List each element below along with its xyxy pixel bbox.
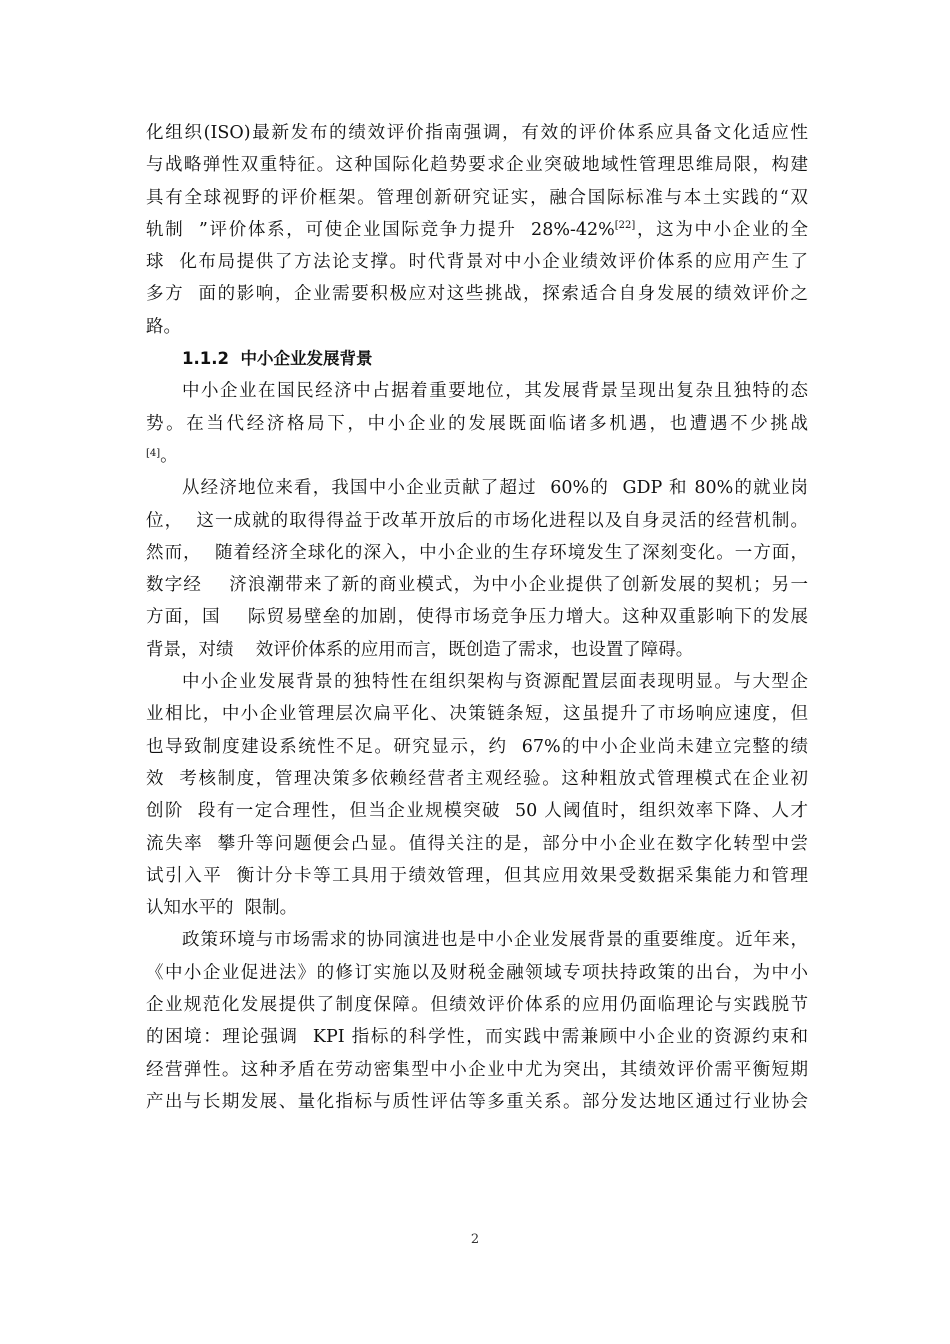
text-line: 路。 <box>146 316 181 337</box>
text-line: 化组织(ISO)最新发布的绩效评价指南强调，有效的评价体系应具备文化适应性 <box>146 123 808 143</box>
text-line: 经营弹性。这种矛盾在劳动密集型中小企业中尤为突出，其绩效评价需平衡短期 <box>146 1059 808 1080</box>
text-line: 业相比，中小企业管理层次扁平化、决策链条短，这虽提升了市场响应速度，但 <box>146 704 808 725</box>
text-line: 的困境：理论强调 KPI 指标的科学性，而实践中需兼顾中小企业的资源约束和 <box>146 1027 808 1048</box>
paragraph-1 <box>146 117 808 343</box>
text-line: 势。在当代经济格局下，中小企业的发展既面临诸多机遇，也遭遇不少挑战 <box>146 413 808 434</box>
text-line: 数字经 济浪潮带来了新的商业模式，为中小企业提供了创新发展的契机；另一 <box>146 575 808 596</box>
text-line: 流失率 攀升等问题便会凸显。值得关注的是，部分中小企业在数字化转型中尝 <box>146 833 808 854</box>
text-line: 中小企业在国民经济中占据着重要地位，其发展背景呈现出复杂且独特的态 <box>182 381 808 402</box>
text-line: 球 化布局提供了方法论支撑。时代背景对中小企业绩效评价体系的应用产生了 <box>146 252 808 273</box>
text-line: 中小企业发展背景的独特性在组织架构与资源配置层面表现明显。与大型企 <box>182 672 808 693</box>
section-heading <box>146 343 808 375</box>
paragraph-3 <box>146 472 808 666</box>
text-line: 试引入平 衡计分卡等工具用于绩效管理，但其应用效果受数据采集能力和管理 <box>146 865 808 886</box>
text-line: 具有全球视野的评价框架。管理创新研究证实，融合国际标准与本土实践的“双 <box>146 187 808 208</box>
text-line: 效 考核制度，管理决策多依赖经营者主观经验。这种粗放式管理模式在企业初 <box>146 768 808 789</box>
text-line: 政策环境与市场需求的协同演进也是中小企业发展背景的重要维度。近年来， <box>182 930 808 951</box>
text-line: 创阶 段有一定合理性，但当企业规模突破 50 人阈值时，组织效率下降、人才 <box>146 801 808 822</box>
document-body <box>146 117 808 1118</box>
section-title: 中小企业发展背景 <box>240 349 373 369</box>
citation: [22] <box>614 220 636 232</box>
text-line <box>146 214 808 246</box>
text-line: 背景，对绩 效评价体系的应用而言，既创造了需求，也设置了障碍。 <box>146 639 694 660</box>
page-number: 2 <box>470 1232 480 1247</box>
text-span: 轨制 ”评价体系，可使企业国际竞争力提升 28%-42% <box>146 219 615 240</box>
text-line: 多方 面的影响，企业需要积极应对这些挑战，探索适合自身发展的绩效评价之 <box>146 284 808 305</box>
text-line: 企业规范化发展提供了制度保障。但绩效评价体系的应用仍面临理论与实践脱节 <box>146 995 808 1016</box>
text-line: 产出与长期发展、量化指标与质性评估等多重关系。部分发达地区通过行业协会 <box>146 1091 808 1112</box>
text-line: 方面，国 际贸易壁垒的加剧，使得市场竞争压力增大。这种双重影响下的发展 <box>146 607 808 628</box>
citation: [4] <box>146 447 161 459</box>
text-line: 从经济地位来看，我国中小企业贡献了超过 60%的 GDP 和 80%的就业岗 <box>182 478 808 499</box>
text-line <box>146 440 808 472</box>
text-line: 《中小企业促进法》的修订实施以及财税金融领域专项扶持政策的出台，为中小 <box>146 962 808 983</box>
paragraph-2 <box>146 375 808 472</box>
text-line: 认知水平的 限制。 <box>146 898 298 919</box>
paragraph-5 <box>146 924 808 1118</box>
text-span: 。 <box>160 445 178 466</box>
text-line: 也导致制度建设系统性不足。研究显示，约 67%的中小企业尚未建立完整的绩 <box>146 736 808 757</box>
text-line: 位， 这一成就的取得得益于改革开放后的市场化进程以及自身灵活的经营机制。 <box>146 510 808 531</box>
text-line: 与战略弹性双重特征。这种国际化趋势要求企业突破地域性管理思维局限，构建 <box>146 155 808 176</box>
text-line: 然而， 随着经济全球化的深入，中小企业的生存环境发生了深刻变化。一方面， <box>146 542 808 563</box>
text-span: ，这为中小企业的全 <box>635 219 809 240</box>
paragraph-4 <box>146 666 808 924</box>
section-number: 1.1.2 <box>182 349 229 369</box>
